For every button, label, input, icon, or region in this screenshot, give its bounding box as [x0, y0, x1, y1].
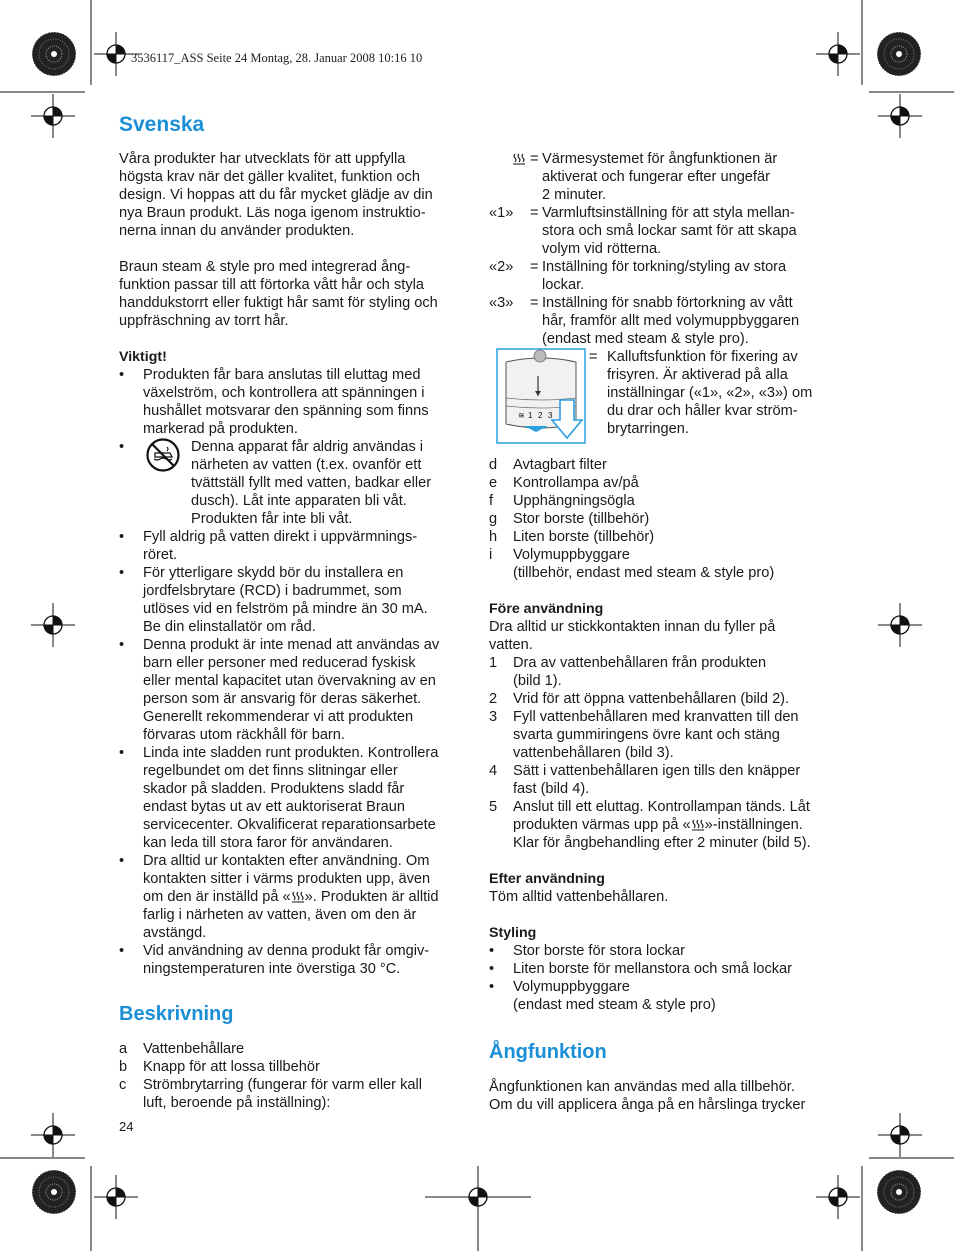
- step-item: [489, 708, 839, 762]
- part-item: [489, 474, 839, 492]
- bullet-line: Produkten får inte bli våt.: [191, 511, 353, 527]
- styling-heading: Styling: [489, 925, 537, 941]
- bullet-line: Produkten får bara anslutas till eluttag med: [143, 367, 421, 383]
- item-letter: f: [489, 493, 494, 509]
- bullet-line: farlig i närheten av vatten, även om den är: [143, 907, 417, 923]
- styling-item: [489, 978, 839, 1014]
- bullet-line: kontakten sitter i värms produkten upp, även: [143, 871, 431, 887]
- item-letter: h: [489, 529, 498, 545]
- step-text: Sätt i vattenbehållaren igen tills den knäpper: [513, 763, 801, 779]
- item-letter: g: [489, 511, 498, 527]
- step-text: Anslut till ett eluttag. Kontrollampan tänds. Låt: [513, 799, 810, 815]
- bullet-line: tvättställ fyllt med vatten, badkar eller: [191, 475, 432, 491]
- bullet-line: markerad på produkten.: [143, 421, 298, 437]
- bullet-dot: •: [119, 439, 125, 455]
- important-heading: Viktigt!: [119, 349, 167, 365]
- bullet-line: dusch). Låt inte apparaten bli våt.: [191, 493, 407, 509]
- step-number: 4: [489, 763, 498, 779]
- item-text: Kontrollampa av/på: [513, 475, 639, 491]
- bullet-line: endast bytas ut av ett auktoriserat Braun: [143, 799, 406, 815]
- step-text: (bild 1).: [513, 673, 562, 689]
- print-header: 3536117_ASS Seite 24 Montag, 28. Januar 2008 10:16 10: [131, 51, 423, 65]
- intro-line: nya Braun produkt. Läs noga igenom instruktio-: [119, 205, 426, 221]
- bullet-line: skador på sladden. Produktens sladd får: [143, 781, 405, 797]
- item-text: Stor borste (tillbehör): [513, 511, 650, 527]
- steam-icon: [691, 819, 705, 831]
- item-letter: a: [119, 1041, 128, 1057]
- bullet-dot: •: [119, 745, 125, 761]
- item-text: Knapp för att lossa tillbehör: [143, 1059, 320, 1075]
- dial-steam-mark: ≋: [518, 411, 525, 420]
- setting-line: 2 minuter.: [542, 187, 607, 203]
- setting-line: Inställning för snabb förtorkning av vått: [542, 295, 793, 311]
- bullet-line: ningstemperaturen inte överstiga 30 °C.: [143, 961, 401, 977]
- item-letter: c: [119, 1077, 127, 1093]
- intro-line: högsta krav när det gäller kvalitet, funktion och: [119, 169, 420, 185]
- description-item: [119, 1076, 469, 1112]
- intro-line: uppfräschning av torrt hår.: [119, 313, 289, 329]
- styling-item: [489, 942, 839, 960]
- step-text: fast (bild 4).: [513, 781, 590, 797]
- item-text: Liten borste för mellanstora och små lockar: [513, 961, 793, 977]
- part-item: [489, 492, 839, 510]
- bullet-dot: •: [489, 979, 495, 995]
- parts-list: [489, 456, 839, 582]
- setting-label: [489, 294, 530, 348]
- bullet-line: jordfelsbrytare (RCD) i badrummet, som: [143, 583, 402, 599]
- after-use-heading: Efter användning: [489, 871, 605, 887]
- step-number: 1: [489, 655, 498, 671]
- setting-line: aktiverat och fungerar efter ungefär: [542, 169, 770, 185]
- item-letter: i: [489, 547, 493, 563]
- bullet-line: närheten av vatten (t.ex. ovanför ett: [191, 457, 422, 473]
- description-item: [119, 1058, 469, 1076]
- intro-line: handdukstorrt eller fuktigt hår samt för styling och: [119, 295, 438, 311]
- warning-bullet: [119, 942, 469, 978]
- left-column: [119, 150, 469, 978]
- bullet-line: [143, 888, 439, 906]
- bullet-line: Denna apparat får aldrig användas i: [191, 439, 424, 455]
- steam-icon: [512, 153, 526, 165]
- bullet-line: Denna produkt är inte menad att användas av: [143, 637, 440, 653]
- bullet-line: servicecenter. Okvalificerat reparationsarbete: [143, 817, 436, 833]
- steam-function-title: Ångfunktion: [489, 1041, 607, 1063]
- warning-bullet: [119, 852, 469, 942]
- bullet-dot: •: [489, 943, 495, 959]
- item-text: Avtagbart filter: [513, 457, 607, 473]
- bullet-line: För ytterligare skydd bör du installera en: [143, 565, 404, 581]
- warning-bullet: [119, 564, 469, 636]
- step-text: Fyll vattenbehållaren med kranvatten till den: [513, 709, 799, 725]
- setting-label: [489, 258, 530, 294]
- dial-mark: 2: [538, 411, 543, 420]
- bullet-dot: •: [119, 367, 125, 383]
- bullet-text: om den är inställd på «: [143, 889, 291, 905]
- step-text: Dra av vattenbehållaren från produkten: [513, 655, 767, 671]
- equals-sign: =: [589, 349, 598, 365]
- bullet-line: Generellt rekommenderar vi att produkten: [143, 709, 414, 725]
- setting-line: lockar.: [542, 277, 585, 293]
- item-text: Liten borste (tillbehör): [513, 529, 655, 545]
- paragraph-line: Ångfunktionen kan användas med alla tillbehör.: [489, 1079, 795, 1095]
- item-text: (endast med steam & style pro): [513, 997, 716, 1013]
- equals-sign: =: [530, 259, 539, 275]
- setting-line: Varmluftsinställning för att styla mellan-: [542, 205, 795, 221]
- step-text: Vrid för att öppna vattenbehållaren (bild 2).: [513, 691, 790, 707]
- part-item: [489, 456, 839, 474]
- styling-list: [489, 942, 839, 1014]
- bullet-line: eller mental kapacitet utan övervakning av en: [143, 673, 436, 689]
- setting-line: volym vid rötterna.: [542, 241, 662, 257]
- setting-line: (endast med steam & style pro).: [542, 331, 749, 347]
- dial-mark: 3: [548, 411, 553, 420]
- setting-number: «2»: [489, 259, 514, 275]
- bullet-line: röret.: [143, 547, 178, 563]
- equals-sign: =: [530, 295, 539, 311]
- warning-bullet: [119, 528, 469, 564]
- warning-bullet: [119, 366, 469, 438]
- item-text: Volymuppbyggare: [513, 979, 630, 995]
- setting-line: inställningar («1», «2», «3») om: [607, 385, 813, 401]
- page-number: 24: [119, 1119, 134, 1134]
- step-text-part: »-inställningen.: [704, 817, 803, 833]
- bullet-line: förvaras utom räckhåll för barn.: [143, 727, 345, 743]
- step-number: 3: [489, 709, 498, 725]
- bullet-dot: •: [119, 637, 125, 653]
- bullet-line: barn eller personer med reducerad fyskisk: [143, 655, 416, 671]
- intro-line: nerna innan du använder produkten.: [119, 223, 355, 239]
- item-letter: b: [119, 1059, 128, 1075]
- part-item: [489, 546, 839, 582]
- right-column: [489, 150, 839, 1014]
- styling-item: [489, 960, 839, 978]
- steps-list: [489, 654, 839, 852]
- setting-line: Värmesystemet för ångfunktionen är: [542, 151, 778, 167]
- intro-line: Braun steam & style pro med integrerad ång-: [119, 259, 411, 275]
- bullet-dot: •: [119, 565, 125, 581]
- step-text: Klar för ångbehandling efter 2 minuter (bild 5).: [513, 835, 811, 851]
- description-item: [119, 1040, 469, 1058]
- item-text: Strömbrytarring (fungerar för varm eller kall: [143, 1077, 422, 1093]
- setting-1: [489, 204, 839, 258]
- equals-sign: =: [530, 205, 539, 221]
- description-list: [119, 1040, 469, 1112]
- before-use-heading: Före användning: [489, 601, 604, 617]
- bullet-line: Vid användning av denna produkt får omgiv-: [143, 943, 430, 959]
- setting-line: frisyren. Är aktiverad på alla: [607, 367, 788, 383]
- bullet-text: ». Produkten är alltid: [304, 889, 439, 905]
- dial-illustration: [489, 348, 589, 446]
- dial-ring-image: [496, 348, 588, 444]
- step-number: 5: [489, 799, 498, 815]
- bullet-line: regelbundet om det finns slitningar eller: [143, 763, 398, 779]
- paragraph-line: Dra alltid ur stickkontakten innan du fyller på: [489, 619, 776, 635]
- no-water-icon: [143, 438, 191, 528]
- step-text: svarta gummiringens övre kant och stäng: [513, 727, 780, 743]
- part-item: [489, 510, 839, 528]
- item-letter: e: [489, 475, 498, 491]
- step-text: [513, 816, 811, 834]
- setting-3: [489, 294, 839, 348]
- bullet-line: hushållet motsvarar den spänning som finns: [143, 403, 429, 419]
- setting-2: [489, 258, 839, 294]
- bullet-line: person som är ansvarig för deras säkerhet.: [143, 691, 422, 707]
- warning-bullet: [119, 744, 469, 852]
- bullet-dot: •: [119, 943, 125, 959]
- item-text: luft, beroende på inställning):: [143, 1095, 331, 1111]
- bullet-line: Dra alltid ur kontakten efter användning. Om: [143, 853, 430, 869]
- setting-line: brytarringen.: [607, 421, 689, 437]
- intro-line: design. Vi hoppas att du får mycket glädje av din: [119, 187, 433, 203]
- steam-icon: [291, 891, 305, 903]
- setting-label: [489, 204, 530, 258]
- item-text: Vattenbehållare: [143, 1041, 245, 1057]
- bullet-line: utlöses vid en felström på mindre än 30 mA.: [143, 601, 428, 617]
- bullet-line: kan leda till stora faror för användaren.: [143, 835, 393, 851]
- bullet-dot: •: [119, 529, 125, 545]
- paragraph-line: vatten.: [489, 637, 533, 653]
- item-text: Volymuppbyggare: [513, 547, 630, 563]
- bullet-line: växelström, och kontrollera att spänningen i: [143, 385, 425, 401]
- step-item: [489, 798, 839, 852]
- steam-setting-label: [489, 150, 530, 204]
- item-letter: d: [489, 457, 498, 473]
- bullet-line: Linda inte sladden runt produkten. Kontrollera: [143, 745, 439, 761]
- setting-steam: [489, 150, 839, 204]
- bullet-line: Fyll aldrig på vatten direkt i uppvärmnings-: [143, 529, 418, 545]
- step-item: [489, 690, 839, 708]
- intro-line: funktion passar till att förtorka vått hår och styla: [119, 277, 424, 293]
- step-text-part: produkten värmas upp på «: [513, 817, 691, 833]
- part-item: [489, 528, 839, 546]
- intro-line: Våra produkter har utvecklats för att uppfylla: [119, 151, 406, 167]
- steam-function-text: [489, 1078, 839, 1114]
- intro-paragraph: [119, 150, 469, 240]
- step-item: [489, 654, 839, 690]
- setting-cold: [489, 348, 839, 446]
- warning-bullet: [119, 636, 469, 744]
- intro-paragraph-2: [119, 258, 469, 330]
- step-text: vattenbehållaren (bild 3).: [513, 745, 674, 761]
- bullet-line: avstängd.: [143, 925, 207, 941]
- paragraph-line: Om du vill applicera ånga på en hårslinga trycker: [489, 1097, 806, 1113]
- setting-number: «1»: [489, 205, 514, 221]
- paragraph-line: Töm alltid vattenbehållaren.: [489, 889, 669, 905]
- item-text: (tillbehör, endast med steam & style pro): [513, 565, 775, 581]
- bullet-line: Be din elinstallatör om råd.: [143, 619, 316, 635]
- bullet-dot: •: [489, 961, 495, 977]
- setting-number: «3»: [489, 295, 514, 311]
- warning-bullet: [119, 438, 469, 528]
- bullet-dot: •: [119, 853, 125, 869]
- description-title: Beskrivning: [119, 1003, 234, 1025]
- item-text: Upphängningsögla: [513, 493, 635, 509]
- setting-line: du drar och håller kvar ström-: [607, 403, 798, 419]
- step-number: 2: [489, 691, 498, 707]
- equals-sign: =: [530, 151, 539, 167]
- setting-line: hår, framför allt med volymuppbyggaren: [542, 313, 800, 329]
- setting-line: Kalluftsfunktion för fixering av: [607, 349, 798, 365]
- setting-line: Inställning för torkning/styling av stora: [542, 259, 787, 275]
- dial-mark: 1: [528, 411, 533, 420]
- setting-line: stora och små lockar samt för att skapa: [542, 223, 797, 239]
- item-text: Stor borste för stora lockar: [513, 943, 685, 959]
- page-title: Svenska: [119, 113, 205, 136]
- step-item: [489, 762, 839, 798]
